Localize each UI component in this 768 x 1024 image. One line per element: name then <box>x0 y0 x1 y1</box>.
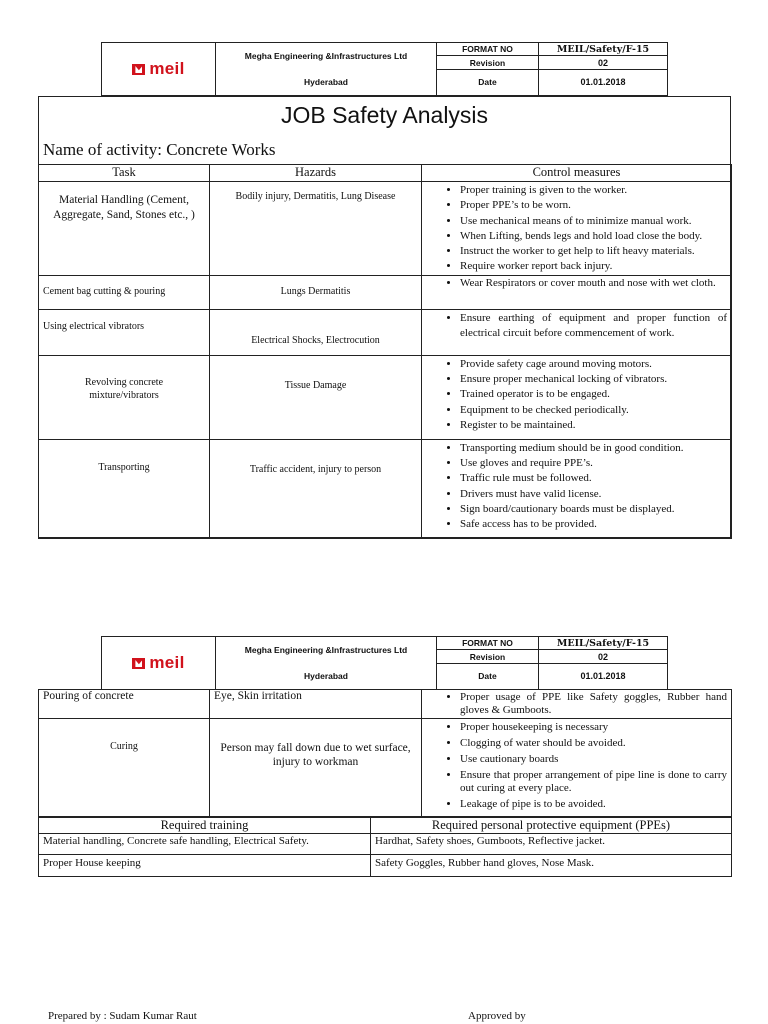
table-row <box>39 719 732 817</box>
format-labels <box>437 637 539 689</box>
control-list <box>422 183 731 275</box>
company-city: Hyderabad <box>304 77 348 87</box>
task-cell: Transporting <box>98 461 150 473</box>
date-label: Date <box>478 77 497 87</box>
company-name: Megha Engineering &Infrastructures Ltd <box>244 645 408 655</box>
format-values <box>539 43 667 95</box>
format-no-value: MEIL/Safety/F-15 <box>539 43 667 56</box>
company-cell <box>216 43 437 95</box>
meil-logo-icon <box>132 658 145 669</box>
control-item: • Proper usage of PPE like Safety goggles, Rubber hand gloves & Gumboots. <box>460 691 727 716</box>
company-cell <box>216 637 437 689</box>
hazard-cell: Lungs Dermatitis <box>280 285 351 297</box>
col-task: Task <box>39 165 210 182</box>
table-row <box>39 275 732 309</box>
hazard-cell: Tissue Damage <box>284 379 347 391</box>
format-no-label: FORMAT NO <box>437 43 538 56</box>
control-item: • Register to be maintained. <box>460 418 727 433</box>
control-item: • Sign board/cautionary boards must be displayed. <box>460 502 727 517</box>
jsa-table <box>38 164 732 539</box>
training-cell: Material handling, Concrete safe handling, Electrical Safety. <box>43 835 309 847</box>
control-item: • Use gloves and require PPE’s. <box>460 456 727 471</box>
ppe-heading: Required personal protective equipment (PPEs) <box>431 818 671 832</box>
control-item: • Proper housekeeping is necessary <box>460 721 727 734</box>
format-no-value: MEIL/Safety/F-15 <box>539 637 667 650</box>
control-item: • Instruct the worker to get help to lift heavy materials. <box>460 244 727 259</box>
ppe-cell: Safety Goggles, Rubber hand gloves, Nose Mask. <box>375 857 595 869</box>
activity-name: Name of activity: Concrete Works <box>43 140 276 159</box>
control-item: • Leakage of pipe is to be avoided. <box>460 798 727 811</box>
control-item: • When Lifting, bends legs and hold load close the body. <box>460 229 727 244</box>
training-cell: Proper House keeping <box>43 857 141 869</box>
revision-label: Revision <box>437 56 538 70</box>
task-cell: Pouring of concrete <box>43 690 134 702</box>
hazard-cell: Bodily injury, Dermatitis, Lung Disease <box>235 191 396 202</box>
control-item: • Ensure that proper arrangement of pipe line is done to carry out curing at every place. <box>460 769 727 795</box>
control-item: • Drivers must have valid license. <box>460 487 727 502</box>
training-ppe-table <box>38 817 732 877</box>
revision-label: Revision <box>437 650 538 664</box>
meil-logo: meil <box>132 653 184 673</box>
company-name: Megha Engineering &Infrastructures Ltd <box>244 51 408 61</box>
training-row <box>39 834 732 855</box>
table-row <box>39 355 732 439</box>
col-control: Control measures <box>422 165 732 182</box>
approved-by: Approved by <box>468 1010 526 1022</box>
control-list <box>422 721 731 811</box>
table-row <box>39 439 732 538</box>
jsa-table-continued <box>38 689 732 817</box>
control-item: • Transporting medium should be in good condition. <box>460 441 727 456</box>
control-list <box>422 311 731 342</box>
revision-value: 02 <box>539 56 667 70</box>
table-row <box>39 309 732 355</box>
hazard-cell: Eye, Skin irritation <box>214 690 302 702</box>
control-item: • Proper training is given to the worker. <box>460 183 727 198</box>
control-item: • Traffic rule must be followed. <box>460 471 727 486</box>
task-cell: Cement bag cutting & pouring <box>43 285 166 297</box>
control-item: • Safe access has to be provided. <box>460 517 727 532</box>
date-value: 01.01.2018 <box>580 671 626 681</box>
control-list <box>422 357 731 433</box>
task-cell: Using electrical vibrators <box>43 320 145 332</box>
control-item: • Ensure earthing of equipment and proper function of electrical circuit before commencement of work. <box>460 311 727 342</box>
logo-cell <box>102 43 216 95</box>
company-city: Hyderabad <box>304 671 348 681</box>
format-no-label: FORMAT NO <box>437 637 538 650</box>
task-cell: Revolving concrete mixture/vibrators <box>84 376 164 401</box>
control-item: • Ensure proper mechanical locking of vibrators. <box>460 372 727 387</box>
task-cell: Curing <box>110 741 138 752</box>
format-values <box>539 637 667 689</box>
col-hazards: Hazards <box>210 165 422 182</box>
date-value: 01.01.2018 <box>580 77 626 87</box>
training-header-row <box>39 818 732 834</box>
format-labels <box>437 43 539 95</box>
meil-logo: meil <box>132 59 184 79</box>
document-header <box>101 42 668 96</box>
training-row <box>39 855 732 877</box>
hazard-cell: Electrical Shocks, Electrocution <box>251 334 380 346</box>
training-heading: Required training <box>160 818 249 832</box>
task-cell: Material Handling (Cement, Aggregate, Sand, Stones etc., ) <box>53 194 195 221</box>
document-header-2 <box>101 636 668 690</box>
ppe-cell: Hardhat, Safety shoes, Gumboots, Reflective jacket. <box>375 835 606 847</box>
control-item: • Use mechanical means of to minimize manual work. <box>460 214 727 229</box>
revision-value: 02 <box>539 650 667 664</box>
table-header-row <box>39 165 732 182</box>
control-item: • Provide safety cage around moving motors. <box>460 357 727 372</box>
prepared-by: Prepared by : Sudam Kumar Raut <box>48 1010 197 1022</box>
control-item: • Require worker report back injury. <box>460 259 727 274</box>
control-item: • Wear Respirators or cover mouth and nose with wet cloth. <box>460 276 727 291</box>
control-item: • Clogging of water should be avoided. <box>460 737 727 750</box>
table-row <box>39 182 732 276</box>
control-item: • Equipment to be checked periodically. <box>460 403 727 418</box>
control-list <box>422 276 731 291</box>
hazard-cell: Traffic accident, injury to person <box>249 463 382 475</box>
control-item: • Use cautionary boards <box>460 753 727 766</box>
control-item: • Proper PPE’s to be worn. <box>460 198 727 213</box>
hazard-cell: Person may fall down due to wet surface, injury to workman <box>220 742 411 768</box>
table-row <box>39 690 732 719</box>
page-title: JOB Safety Analysis <box>280 102 489 128</box>
control-item: • Trained operator is to be engaged. <box>460 387 727 402</box>
meil-logo-icon <box>132 64 145 75</box>
control-list <box>422 441 731 533</box>
control-list <box>422 691 731 716</box>
date-label: Date <box>478 671 497 681</box>
logo-cell <box>102 637 216 689</box>
